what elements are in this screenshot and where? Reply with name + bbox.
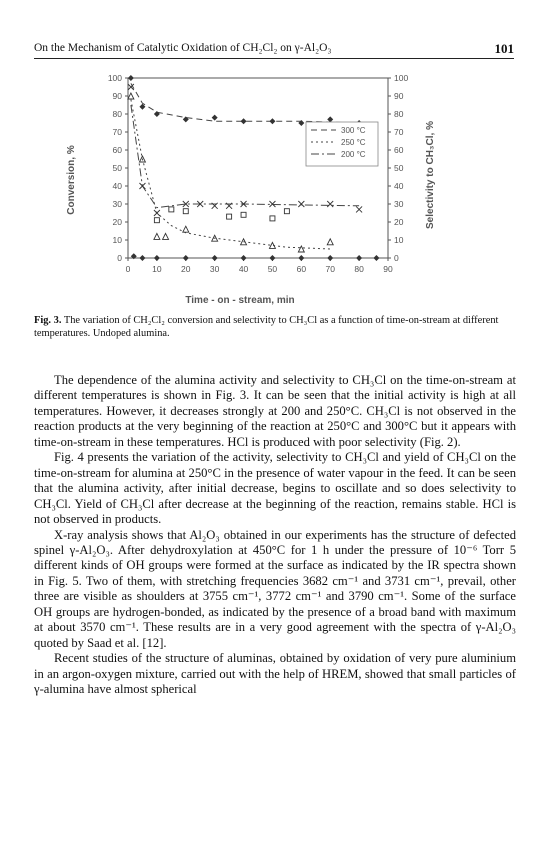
x-tick-label: 40 [238, 264, 249, 274]
header-rule [34, 58, 514, 59]
series-curve [131, 83, 359, 123]
y-tick-label-left: 10 [112, 235, 122, 245]
data-point-diamond [212, 115, 218, 121]
y-tick-label-left: 60 [112, 145, 122, 155]
plot-frame [128, 78, 388, 258]
data-point-diamond [327, 255, 333, 261]
y-tick-label-right: 10 [394, 235, 404, 245]
y-tick-label-right: 60 [394, 145, 404, 155]
y-tick-label-left: 70 [112, 127, 122, 137]
data-point-diamond [183, 116, 189, 122]
data-point-square [169, 207, 174, 212]
x-tick-label: 90 [383, 264, 393, 274]
y-tick-label-left: 0 [117, 253, 122, 263]
data-point-x [327, 201, 333, 207]
x-tick-label: 50 [267, 264, 278, 274]
data-point-diamond [327, 116, 333, 122]
y-tick-label-left: 30 [112, 199, 122, 209]
data-point-diamond [356, 255, 362, 261]
y-tick-label-left: 100 [107, 73, 122, 83]
y-axis-label-left: Conversion, % [66, 145, 77, 215]
data-point-x [154, 210, 160, 216]
running-header [34, 42, 514, 58]
y-tick-label-right: 80 [394, 109, 404, 119]
legend-entry: 300 °C [341, 126, 366, 135]
data-point-triangle [163, 233, 169, 239]
data-point-triangle [128, 93, 134, 99]
y-tick-label-right: 30 [394, 199, 404, 209]
figure-label: Fig. 3. [34, 315, 62, 326]
y-tick-label-right: 70 [394, 127, 404, 137]
data-point-square [183, 209, 188, 214]
figure-caption [34, 315, 516, 340]
data-point-diamond [183, 255, 189, 261]
y-tick-label-right: 100 [394, 73, 409, 83]
data-point-x [356, 206, 362, 212]
data-point-square [227, 214, 232, 219]
data-point-x [298, 201, 304, 207]
body-text [34, 373, 516, 698]
y-tick-label-left: 40 [112, 181, 122, 191]
y-tick-label-left: 50 [112, 163, 122, 173]
x-tick-label: 60 [296, 264, 307, 274]
y-tick-label-right: 40 [394, 181, 404, 191]
data-point-triangle [154, 233, 160, 239]
data-point-diamond [269, 255, 275, 261]
data-point-square [284, 209, 289, 214]
running-title: On the Mechanism of Catalytic Oxidation of CH₂Cl₂ on γ-Al₂O₃ [34, 42, 332, 54]
y-tick-label-left: 20 [112, 217, 122, 227]
paragraph: Recent studies of the structure of aluminas, obtained by oxidation of very pure aluminium in an argon-oxygen mixture, carried out with the help of HREM, showed that small particles of γ-alumina have almost spherical [34, 651, 516, 697]
data-point-triangle [183, 226, 189, 232]
data-point-diamond [139, 255, 145, 261]
x-tick-label: 10 [152, 264, 162, 274]
y-tick-label-right: 20 [394, 217, 404, 227]
x-tick-label: 30 [209, 264, 220, 274]
x-tick-label: 80 [354, 264, 364, 274]
y-tick-label-right: 50 [394, 163, 404, 173]
data-point-diamond [269, 118, 275, 124]
y-tick-label-right: 0 [394, 253, 399, 263]
figure-3-chart [60, 70, 480, 310]
data-point-triangle [298, 246, 304, 252]
data-point-square [154, 218, 159, 223]
data-point-diamond [241, 255, 247, 261]
x-tick-label: 70 [325, 264, 335, 274]
data-point-diamond [373, 255, 379, 261]
y-axis-label-right: Selectivity to CH₃Cl, % [425, 121, 436, 229]
paragraph: Fig. 4 presents the variation of the activity, selectivity to CH₃Cl and yield of CH₃Cl on the time-on-stream for alumina at 250°C in the presence of water vapour in the feed. It can be seen that the alumina activity, after initial decrease, begins to oscillate and so does selectivity to CH₃Cl. Yield of CH₃Cl after decrease at the beginning of the reaction, remains stable. HCl is not observed in products. [34, 450, 516, 527]
x-tick-label: 0 [125, 264, 131, 274]
y-tick-label-left: 80 [112, 109, 122, 119]
data-point-x [139, 183, 145, 189]
x-tick-label: 20 [181, 264, 191, 274]
x-axis-label: Time - on - stream, min [185, 295, 295, 306]
paragraph: The dependence of the alumina activity and selectivity to CH₃Cl on the time-on-stream at different temperatures is shown in Fig. 3. It can be seen that the initial activity is high at all temperatures. However, it decreases strongly at 200 and 250°C. CH₃Cl is not observed in the reaction products at the very beginning of the reaction at 250°C and 300°C but it appears with time-on-stream in these temperatures. HCl is produced with poor selectivity (Fig. 2). [34, 373, 516, 449]
y-tick-label-right: 90 [394, 91, 404, 101]
page-number: 101 [494, 41, 514, 56]
figure-caption-text: The variation of CH₂Cl₂ conversion and selectivity to CH₃Cl as a function of time-on-stream at different temperatures. Undoped alumina. [34, 315, 499, 339]
data-point-diamond [298, 255, 304, 261]
y-tick-label-left: 90 [112, 91, 122, 101]
data-point-diamond [154, 111, 160, 117]
data-point-diamond [241, 118, 247, 124]
paragraph: X-ray analysis shows that Al₂O₃ obtained in our experiments has the structure of defected spinel γ-Al₂O₃. After dehydroxylation at 450°C for 1 h under the pressure of 10⁻⁶ Torr 5 different kinds of OH groups were formed at the surface as indicated by the IR spectra shown in Fig. 5. Two of them, with stretching frequencies 3682 cm⁻¹ and 3731 cm⁻¹, prevail, other three are visible as shoulders at 3755 cm⁻¹, 3772 cm⁻¹ and 3790 cm⁻¹. Some of the surface OH groups are hydrogen-bonded, as indicated by the presence of a broad band with maximum at about 3570 cm⁻¹. These results are in a very good agreement with the spectra of γ-Al₂O₃ quoted by Saad et al. [12]. [34, 527, 516, 650]
data-point-diamond [154, 255, 160, 261]
data-point-square [241, 212, 246, 217]
data-point-triangle [327, 239, 333, 245]
data-point-diamond [128, 75, 134, 81]
data-point-diamond [212, 255, 218, 261]
legend-entry: 250 °C [341, 138, 366, 147]
legend-entry: 200 °C [341, 150, 366, 159]
data-point-square [270, 216, 275, 221]
